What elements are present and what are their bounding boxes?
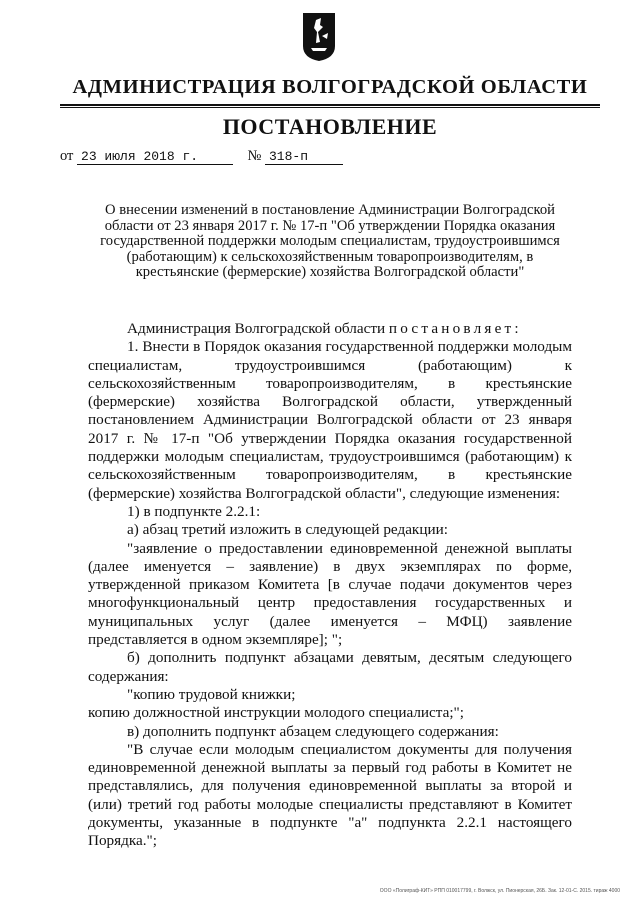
number-label: № <box>247 148 262 164</box>
print-footer: ООО «Полиграф-КИТ» РПП 010017799, г. Волжск, ул. Пионерская, 26Б. Зак. 12-01-С. 2015. тираж 4000 <box>379 888 620 894</box>
document-body <box>88 320 572 851</box>
paragraph-9: "В случае если молодым специалистом документы для получения единовременной денежной выплаты за первый год работы в Комитет не представлялись, для получения единовременной выплаты за второй и (или) третий год работы молодые специалисты представляют в Комитет документы, указанные в подпункте "а" подпункта 2.2.1 настоящего Порядка."; <box>88 740 572 850</box>
organization-title: АДМИНИСТРАЦИЯ ВОЛГОГРАДСКОЙ ОБЛАСТИ <box>60 76 600 106</box>
paragraph-4: "заявление о предоставлении единовременной денежной выплаты (далее именуется – заявление) в двух экземплярах по форме, утвержденной приказом Комитета [в случае подачи документов через многофункциональный центр предоставления государственных и муниципальных услуг (далее именуется – МФЦ) заявление представляется в одном экземпляре]; "; <box>88 539 572 649</box>
date-label: от <box>60 148 74 164</box>
paragraph-2: 1) в подпункте 2.2.1: <box>127 502 261 520</box>
document-type: ПОСТАНОВЛЕНИЕ <box>222 114 438 139</box>
paragraph-1: 1. Внести в Порядок оказания государственной поддержки молодым специалистам, трудоустроившимся (работающим) к сельскохозяйственным товаропроизводителям, в крестьянские (фермерские) хозяйства Волгоградской области, утвержденный постановлением Администрации Волгоградской области от 23 января 2017 г. № 17-п "Об утверждении Порядка оказания государственной поддержки молодым специалистам, трудоустроившимся (работающим) к сельскохозяйственным товаропроизводителям, в крестьянские (фермерские) хозяйства Волгоградской области", следующие изменения: <box>88 338 572 502</box>
document-subject: О внесении изменений в постановление Администрации Волгоградской области от 23 января 2017 г. № 17-п "Об утверждении Порядка оказания государственной поддержки молодым специалистам, трудоустроившимся (работающим) к сельскохозяйственным товаропроизводителям, в крестьянские (фермерские) хозяйства Волгоградской области" <box>100 202 560 281</box>
paragraph-3: а) абзац третий изложить в следующей редакции: <box>127 521 448 539</box>
header-divider <box>60 107 600 108</box>
intro-paragraph <box>88 320 572 338</box>
document-number: 318-п <box>265 149 343 165</box>
paragraph-7: копию должностной инструкции молодого специалиста;"; <box>88 704 464 722</box>
intro-verb: постановляет: <box>388 320 522 337</box>
intro-subject: Администрация Волгоградской области <box>127 320 386 337</box>
date-number-line <box>60 148 343 165</box>
paragraph-6: "копию трудовой книжки; <box>127 685 296 703</box>
paragraph-5: б) дополнить подпункт абзацами девятым, десятым следующего содержания: <box>88 649 572 685</box>
document-date: 23 июля 2018 г. <box>77 149 233 165</box>
coat-of-arms-emblem <box>302 12 336 62</box>
paragraph-8: в) дополнить подпункт абзацем следующего содержания: <box>127 722 499 740</box>
